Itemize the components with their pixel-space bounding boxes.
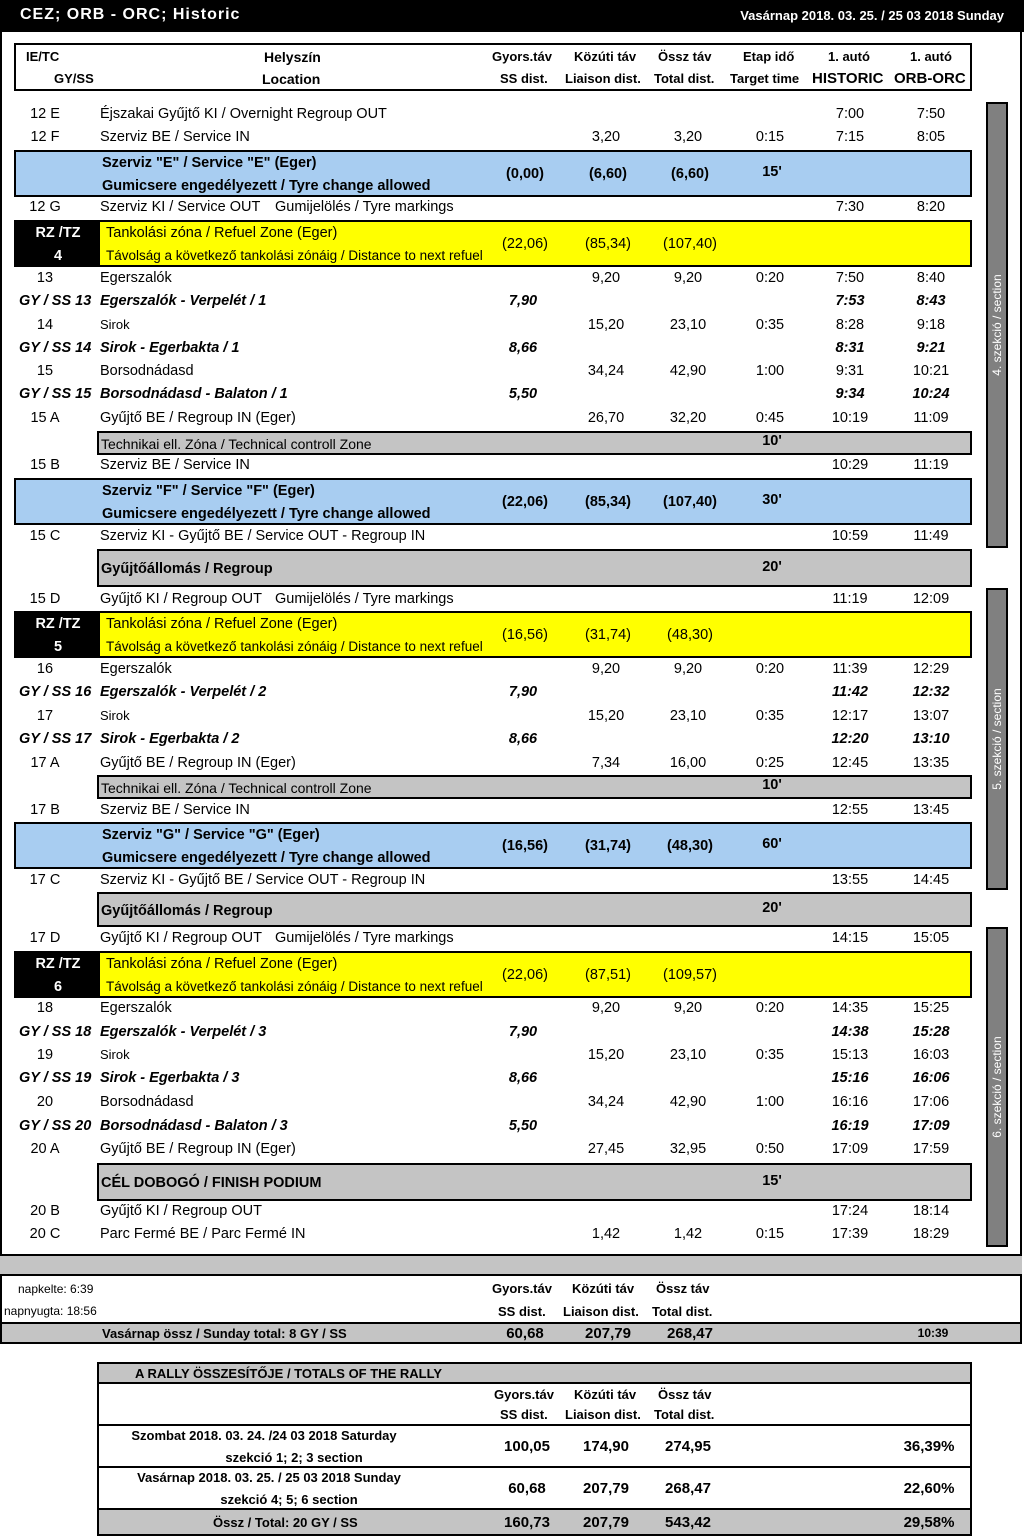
regroup-box: Gyűjtőállomás / Regroup 20' xyxy=(97,549,972,587)
cell-a2: 12:32 xyxy=(912,684,950,700)
cell-a2: 9:18 xyxy=(916,317,946,333)
cell-a1: 9:34 xyxy=(835,386,865,402)
cell-tot: 42,90 xyxy=(669,363,707,379)
cell-a1: 7:00 xyxy=(835,106,865,122)
cell-location: Sirok - Egerbakta / 2 xyxy=(100,731,240,747)
cell-tt: 0:50 xyxy=(755,1141,785,1157)
stage-row xyxy=(14,731,972,753)
stage-row xyxy=(14,386,972,408)
cell-a2: 13:45 xyxy=(912,802,950,818)
section-5-bar: 5. szekció / section xyxy=(986,588,1008,890)
cell-a2: 11:19 xyxy=(913,457,949,473)
refuel-box: RZ /TZ 5 Tankolási zóna / Refuel Zone (Eger) Távolság a következő tankolási zónáig / Distance to next refuel (16,56) (31,74) (48,30) xyxy=(14,611,972,658)
cell-a2: 10:24 xyxy=(912,386,950,402)
col-tt-en: Target time xyxy=(730,71,800,86)
itinerary-row xyxy=(14,1047,972,1069)
service-box: Szerviz "E" / Service "E" (Eger) Gumicsere engedélyezett / Tyre change allowed (0,00) (6,60) (6,60) 15' xyxy=(14,150,972,197)
cell-a1: 12:20 xyxy=(831,731,869,747)
refuel-zone-label: RZ /TZ 6 xyxy=(16,953,100,996)
cell-ss: 7,90 xyxy=(508,684,538,700)
cell-extra: Gumijelölés / Tyre markings xyxy=(275,930,454,946)
cell-li: 15,20 xyxy=(587,708,625,724)
itinerary-row xyxy=(14,317,972,339)
cell-no: 19 xyxy=(36,1047,54,1063)
cell-a2: 12:09 xyxy=(912,591,950,607)
cell-a1: 16:16 xyxy=(831,1094,869,1110)
footer-separator xyxy=(0,1254,1022,1276)
technical-zone-box: Technikai ell. Zóna / Technical controll Zone 10' xyxy=(97,431,972,455)
cell-a2: 10:21 xyxy=(912,363,950,379)
cell-a1: 16:19 xyxy=(831,1118,869,1134)
cell-a1: 7:30 xyxy=(835,199,865,215)
cell-tot: 1,42 xyxy=(673,1226,703,1242)
cell-a2: 12:29 xyxy=(912,661,950,677)
cell-a2: 11:09 xyxy=(913,410,949,426)
cell-tt: 0:45 xyxy=(755,410,785,426)
cell-no: 20 C xyxy=(29,1226,61,1242)
cell-tt: 0:20 xyxy=(755,661,785,677)
cell-li: 26,70 xyxy=(587,410,625,426)
cell-no: 17 A xyxy=(30,755,60,771)
cell-a2: 8:43 xyxy=(916,293,946,309)
cell-li: 9,20 xyxy=(591,1000,621,1016)
cell-no: 13 xyxy=(36,270,54,286)
cell-li: 1,42 xyxy=(591,1226,621,1242)
cell-no: 17 C xyxy=(29,872,61,888)
stage-row xyxy=(14,1024,972,1046)
itinerary-row xyxy=(14,661,972,683)
cell-location: Egerszalók xyxy=(100,270,172,286)
cell-tt: 0:20 xyxy=(755,1000,785,1016)
col-a1-hu: 1. autó xyxy=(828,49,870,64)
cell-location: Szerviz KI - Gyűjtő BE / Service OUT - Regroup IN xyxy=(100,528,426,544)
cell-no: 15 C xyxy=(29,528,61,544)
cell-no: 12 F xyxy=(30,129,60,145)
cell-a2: 15:05 xyxy=(912,930,950,946)
stage-row xyxy=(14,1118,972,1140)
cell-location: Borsodnádasd - Balaton / 1 xyxy=(100,386,288,402)
cell-a2: 18:14 xyxy=(912,1203,950,1219)
cell-ss: 5,50 xyxy=(508,386,538,402)
cell-no: 16 xyxy=(36,661,54,677)
cell-a2: 9:21 xyxy=(916,340,946,356)
cell-li: 15,20 xyxy=(587,1047,625,1063)
cell-no: 17 xyxy=(36,708,54,724)
cell-a2: 16:06 xyxy=(912,1070,950,1086)
cell-location: Borsodnádasd xyxy=(100,1094,194,1110)
totals-title: A RALLY ÖSSZESÍTŐJE / TOTALS OF THE RALLY xyxy=(135,1366,442,1381)
cell-location: Szerviz BE / Service IN xyxy=(100,802,250,818)
col-gy: GY/SS xyxy=(54,71,94,86)
col-a2-en: ORB-ORC xyxy=(894,70,966,87)
cell-a2: 17:09 xyxy=(912,1118,950,1134)
cell-extra: Gumijelölés / Tyre markings xyxy=(275,591,454,607)
itinerary-row xyxy=(14,106,972,128)
technical-zone-box: Technikai ell. Zóna / Technical controll Zone 10' xyxy=(97,775,972,799)
cell-a2: 14:45 xyxy=(912,872,950,888)
cell-ss: 8,66 xyxy=(508,340,538,356)
cell-a1: 11:39 xyxy=(832,661,868,677)
cell-location: Sirok xyxy=(100,1047,130,1062)
cell-location: Egerszalók xyxy=(100,661,172,677)
itinerary-row xyxy=(14,199,972,221)
cell-location: Gyűjtő BE / Regroup IN (Eger) xyxy=(100,410,296,426)
cell-li: 34,24 xyxy=(587,1094,625,1110)
cell-tt: 0:35 xyxy=(755,317,785,333)
sunset: napnyugta: 18:56 xyxy=(4,1304,97,1318)
cell-ss: 5,50 xyxy=(508,1118,538,1134)
sunrise: napkelte: 6:39 xyxy=(18,1282,94,1296)
cell-a2: 13:35 xyxy=(912,755,950,771)
cell-a2: 15:28 xyxy=(912,1024,950,1040)
cell-no: 20 B xyxy=(30,1203,60,1219)
cell-a1: 14:38 xyxy=(831,1024,869,1040)
cell-location: Parc Fermé BE / Parc Fermé IN xyxy=(100,1226,306,1242)
col-tot-en: Total dist. xyxy=(654,71,715,86)
cell-a1: 14:15 xyxy=(831,930,869,946)
cell-no: GY / SS 14 xyxy=(19,340,92,356)
cell-tt: 1:00 xyxy=(755,363,785,379)
cell-a2: 13:10 xyxy=(912,731,950,747)
cell-location: Borsodnádasd - Balaton / 3 xyxy=(100,1118,288,1134)
cell-a2: 8:20 xyxy=(916,199,946,215)
cell-a2: 7:50 xyxy=(916,106,946,122)
itinerary-row xyxy=(14,872,972,894)
itinerary-row xyxy=(14,755,972,777)
refuel-box: RZ /TZ 6 Tankolási zóna / Refuel Zone (Eger) Távolság a következő tankolási zónáig / Distance to next refuel (22,06) (87,51) (109,57) xyxy=(14,951,972,998)
col-ss-hu: Gyors.táv xyxy=(492,49,552,64)
itinerary-row xyxy=(14,1203,972,1225)
itinerary-row xyxy=(14,1141,972,1163)
cell-tt: 0:20 xyxy=(755,270,785,286)
cell-no: 12 G xyxy=(29,199,61,215)
cell-li: 27,45 xyxy=(587,1141,625,1157)
cell-no: 20 A xyxy=(30,1141,60,1157)
cell-a1: 8:28 xyxy=(835,317,865,333)
cell-a1: 10:59 xyxy=(831,528,869,544)
cell-li: 9,20 xyxy=(591,270,621,286)
cell-li: 7,34 xyxy=(591,755,621,771)
col-tt-hu: Etap idő xyxy=(743,49,795,64)
cell-no: GY / SS 16 xyxy=(19,684,92,700)
cell-tot: 3,20 xyxy=(673,129,703,145)
stage-row xyxy=(14,293,972,315)
cell-tot: 9,20 xyxy=(673,661,703,677)
cell-no: 20 xyxy=(36,1094,54,1110)
cell-tt: 0:15 xyxy=(755,129,785,145)
cell-a1: 11:19 xyxy=(832,591,868,607)
cell-no: 15 B xyxy=(30,457,60,473)
cell-location: Gyűjtő KI / Regroup OUT xyxy=(100,930,262,946)
cell-a1: 7:15 xyxy=(835,129,865,145)
cell-location: Szerviz BE / Service IN xyxy=(100,129,250,145)
cell-location: Gyűjtő KI / Regroup OUT xyxy=(100,1203,262,1219)
cell-a2: 15:25 xyxy=(912,1000,950,1016)
cell-a2: 17:06 xyxy=(912,1094,950,1110)
service-box: Szerviz "G" / Service "G" (Eger) Gumicsere engedélyezett / Tyre change allowed (16,56) (31,74) (48,30) 60' xyxy=(14,822,972,869)
cell-a2: 17:59 xyxy=(912,1141,950,1157)
itinerary-row xyxy=(14,1094,972,1116)
cell-location: Sirok xyxy=(100,317,130,332)
totals-title-bar xyxy=(99,1364,970,1384)
col-li-hu: Közúti táv xyxy=(574,49,637,64)
itinerary-row xyxy=(14,129,972,151)
itinerary-row xyxy=(14,802,972,824)
itinerary-row xyxy=(14,1000,972,1022)
cell-no: GY / SS 20 xyxy=(19,1118,92,1134)
column-header xyxy=(14,43,972,91)
refuel-zone-label: RZ /TZ 4 xyxy=(16,222,100,265)
cell-location: Egerszalók xyxy=(100,1000,172,1016)
cell-a1: 15:16 xyxy=(831,1070,869,1086)
col-tot-hu: Össz táv xyxy=(658,49,712,64)
itinerary-row xyxy=(14,528,972,550)
cell-li: 3,20 xyxy=(591,129,621,145)
section-6-bar: 6. szekció / section xyxy=(986,927,1008,1247)
cell-no: 12 E xyxy=(30,106,60,122)
cell-tot: 9,20 xyxy=(673,1000,703,1016)
cell-a1: 11:42 xyxy=(831,684,868,700)
cell-no: 14 xyxy=(36,317,54,333)
cell-li: 34,24 xyxy=(587,363,625,379)
cell-ss: 8,66 xyxy=(508,1070,538,1086)
cell-location: Egerszalók - Verpelét / 2 xyxy=(100,684,267,700)
cell-location: Sirok - Egerbakta / 1 xyxy=(100,340,240,356)
cell-tt: 1:00 xyxy=(755,1094,785,1110)
cell-no: 17 D xyxy=(29,930,61,946)
itinerary-row xyxy=(14,930,972,952)
cell-a1: 12:17 xyxy=(831,708,869,724)
col-a1-en: HISTORIC xyxy=(812,70,884,87)
page-date: Vasárnap 2018. 03. 25. / 25 03 2018 Sunday xyxy=(740,8,1004,23)
cell-tot: 32,20 xyxy=(669,410,707,426)
cell-location: Sirok xyxy=(100,708,130,723)
col-location-hu: Helyszín xyxy=(264,49,321,65)
divider xyxy=(99,1466,970,1468)
cell-location: Éjszakai Gyűjtő KI / Overnight Regroup OUT xyxy=(100,106,387,122)
cell-a2: 16:03 xyxy=(912,1047,950,1063)
finish-podium-box: CÉL DOBOGÓ / FINISH PODIUM 15' xyxy=(97,1163,972,1201)
col-ie: IE/TC xyxy=(26,49,60,64)
cell-location: Gyűjtő KI / Regroup OUT xyxy=(100,591,262,607)
cell-location: Gyűjtő BE / Regroup IN (Eger) xyxy=(100,755,296,771)
cell-a1: 8:31 xyxy=(835,340,865,356)
cell-a1: 17:09 xyxy=(831,1141,869,1157)
cell-a1: 17:24 xyxy=(831,1203,869,1219)
cell-li: 15,20 xyxy=(587,317,625,333)
cell-ss: 7,90 xyxy=(508,293,538,309)
itinerary-row xyxy=(14,270,972,292)
cell-a1: 10:29 xyxy=(831,457,869,473)
itinerary-row xyxy=(14,457,972,479)
cell-location: Borsodnádasd xyxy=(100,363,194,379)
cell-a1: 14:35 xyxy=(831,1000,869,1016)
divider xyxy=(99,1424,970,1426)
cell-tt: 0:35 xyxy=(755,1047,785,1063)
section-4-bar: 4. szekció / section xyxy=(986,102,1008,548)
cell-tot: 23,10 xyxy=(669,1047,707,1063)
cell-li: 9,20 xyxy=(591,661,621,677)
cell-a1: 12:55 xyxy=(831,802,869,818)
cell-no: GY / SS 18 xyxy=(19,1024,92,1040)
cell-ss: 8,66 xyxy=(508,731,538,747)
cell-no: GY / SS 15 xyxy=(19,386,92,402)
refuel-zone-label: RZ /TZ 5 xyxy=(16,613,100,656)
cell-tot: 23,10 xyxy=(669,708,707,724)
cell-a1: 7:50 xyxy=(835,270,865,286)
cell-a1: 13:55 xyxy=(831,872,869,888)
itinerary-row xyxy=(14,410,972,432)
service-box: Szerviz "F" / Service "F" (Eger) Gumicsere engedélyezett / Tyre change allowed (22,06) (85,34) (107,40) 30' xyxy=(14,478,972,525)
cell-a1: 12:45 xyxy=(831,755,869,771)
cell-location: Szerviz BE / Service IN xyxy=(100,457,250,473)
cell-location: Gyűjtő BE / Regroup IN (Eger) xyxy=(100,1141,296,1157)
cell-location: Sirok - Egerbakta / 3 xyxy=(100,1070,240,1086)
cell-no: 15 A xyxy=(30,410,60,426)
col-a2-hu: 1. autó xyxy=(910,49,952,64)
cell-ss: 7,90 xyxy=(508,1024,538,1040)
cell-tt: 0:25 xyxy=(755,755,785,771)
cell-tot: 9,20 xyxy=(673,270,703,286)
cell-location: Egerszalók - Verpelét / 3 xyxy=(100,1024,267,1040)
cell-a1: 9:31 xyxy=(835,363,865,379)
cell-location: Szerviz KI / Service OUT xyxy=(100,199,261,215)
itinerary-row xyxy=(14,363,972,385)
cell-a2: 8:05 xyxy=(916,129,946,145)
cell-no: GY / SS 13 xyxy=(19,293,92,309)
itinerary-row xyxy=(14,591,972,613)
regroup-box: Gyűjtőállomás / Regroup 20' xyxy=(97,892,972,927)
cell-location: Szerviz KI - Gyűjtő BE / Service OUT - Regroup IN xyxy=(100,872,426,888)
cell-no: 18 xyxy=(36,1000,54,1016)
col-location-en: Location xyxy=(262,71,321,87)
cell-a2: 13:07 xyxy=(912,708,950,724)
sunday-total-bar: Vasárnap össz / Sunday total: 8 GY / SS 60,68 207,79 268,47 10:39 xyxy=(0,1322,1022,1344)
cell-a1: 15:13 xyxy=(831,1047,869,1063)
stage-row xyxy=(14,1070,972,1092)
title-bar xyxy=(0,0,1024,32)
stage-row xyxy=(14,684,972,706)
cell-no: 15 D xyxy=(29,591,61,607)
cell-tot: 42,90 xyxy=(669,1094,707,1110)
rally-totals-table: A RALLY ÖSSZESÍTŐJE / TOTALS OF THE RALLY Gyors.táv SS dist. Közúti táv Liaison dist. Össz táv Total dist. Szombat 2018. 03. 24. /24 03 2018 Saturday szekció 1; 2; 3 section 100,05 174,90 274,95 36,39% Vasárnap 2018. 03. 25. / 25 03 2018 Sunday szekció 4; 5; 6 section 60,68 207,79 268,47 22,60% Össz / Total: 20 GY / SS 160,73 207,79 543,42 29,58% xyxy=(97,1362,972,1536)
cell-no: 15 xyxy=(36,363,54,379)
cell-a1: 10:19 xyxy=(831,410,869,426)
col-ss-en: SS dist. xyxy=(500,71,548,86)
cell-tt: 0:15 xyxy=(755,1226,785,1242)
cell-a1: 7:53 xyxy=(835,293,865,309)
cell-tt: 0:35 xyxy=(755,708,785,724)
cell-a2: 8:40 xyxy=(916,270,946,286)
itinerary-row xyxy=(14,708,972,730)
cell-tot: 32,95 xyxy=(669,1141,707,1157)
col-li-en: Liaison dist. xyxy=(565,71,641,86)
cell-a1: 17:39 xyxy=(831,1226,869,1242)
cell-location: Egerszalók - Verpelét / 1 xyxy=(100,293,267,309)
cell-tot: 16,00 xyxy=(669,755,707,771)
cell-no: GY / SS 17 xyxy=(19,731,92,747)
cell-a2: 18:29 xyxy=(912,1226,950,1242)
refuel-box: RZ /TZ 4 Tankolási zóna / Refuel Zone (Eger) Távolság a következő tankolási zónáig / Distance to next refuel (22,06) (85,34) (107,40) xyxy=(14,220,972,267)
grand-total-bar: Össz / Total: 20 GY / SS 160,73 207,79 543,42 29,58% xyxy=(99,1508,970,1534)
itinerary-row xyxy=(14,1226,972,1248)
cell-no: 17 B xyxy=(30,802,60,818)
page-title: CEZ; ORB - ORC; Historic xyxy=(20,6,241,23)
cell-extra: Gumijelölés / Tyre markings xyxy=(275,199,454,215)
stage-row xyxy=(14,340,972,362)
cell-tot: 23,10 xyxy=(669,317,707,333)
cell-no: GY / SS 19 xyxy=(19,1070,92,1086)
cell-a2: 11:49 xyxy=(913,528,949,544)
